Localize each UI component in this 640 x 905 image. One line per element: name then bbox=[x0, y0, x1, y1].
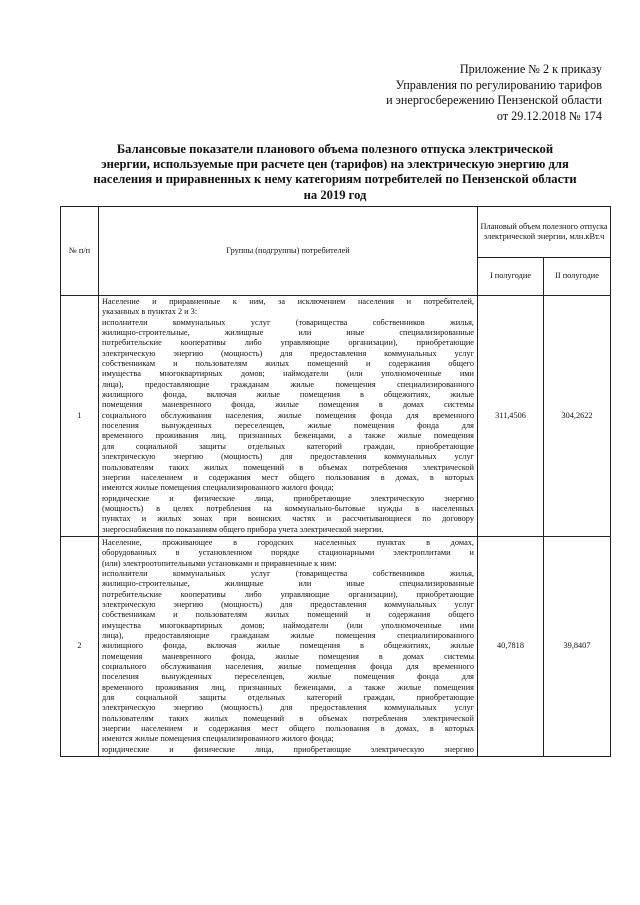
text-line: жилищного фонда, включая жилые помещения в общежитиях, жилые bbox=[102, 390, 474, 400]
header-number: № п/п bbox=[61, 207, 99, 296]
text-line: собственникам и пользователям жилых помещений и содержания общего bbox=[102, 610, 474, 620]
text-line: социального обслуживания населения, жилые помещения фонда для временного bbox=[102, 410, 474, 420]
text-line: имущества многоквартирных домов; наймодатели (или уполномоченные ими bbox=[102, 620, 474, 630]
text-line: помещения маневренного фонда, жилые помещения в домах системы bbox=[102, 400, 474, 410]
text-line: потребительские кооперативы либо управляющие организации), приобретающие bbox=[102, 589, 474, 599]
text-line: жилищно-строительные, жилищные или иные специализированные bbox=[102, 579, 474, 589]
text-line: юридические и физические лица, приобретающие электрическую энергию bbox=[102, 493, 474, 503]
title-line: на 2019 год bbox=[303, 187, 367, 202]
text-line: энергоснабжения по показаниям общего прибора учета электрической энергии. bbox=[102, 524, 384, 534]
row-value-half-2: 39,8407 bbox=[544, 536, 611, 756]
title-line: населения и приравненных к нему категориям потребителей по Пензенской области bbox=[93, 172, 577, 187]
text-line: (мощность) в целях потребления на коммунально-бытовые нужды в населенных bbox=[102, 503, 474, 513]
row-number: 1 bbox=[61, 296, 99, 537]
appendix-line: и энергосбережению Пензенской области bbox=[386, 93, 602, 108]
text-line: потребительские кооперативы либо управляющие организации), приобретающие bbox=[102, 338, 474, 348]
text-line: электрическую энергию (мощность) для предоставления коммунальных услуг bbox=[102, 599, 474, 609]
text-line: оборудованных в установленном порядке стационарными электроплитами и bbox=[102, 548, 474, 558]
table-row bbox=[61, 296, 611, 537]
appendix-line: Приложение № 2 к приказу bbox=[459, 62, 602, 76]
table-header-row bbox=[61, 207, 611, 258]
balance-table bbox=[60, 206, 611, 757]
text-line: (или) электроотопительными установками и приравненные к ним: bbox=[102, 558, 337, 568]
text-line: социального обслуживания населения, жилые помещения фонда для временного bbox=[102, 662, 474, 672]
text-line: пользователям таких жилых помещений в объемах потребления электрической bbox=[102, 713, 474, 723]
text-line: исполнители коммунальных услуг (товарищества собственников жилья, bbox=[102, 568, 474, 578]
header-half-1: I полугодие bbox=[478, 258, 544, 296]
text-line: временного проживания лиц, признанных беженцами, а также жилые помещения bbox=[102, 431, 474, 441]
text-line: собственникам и пользователям жилых помещений и содержания общего bbox=[102, 359, 474, 369]
text-line: поселения вынужденных переселенцев, жилые помещения фонда для bbox=[102, 672, 474, 682]
row-value-half-1: 311,4506 bbox=[478, 296, 544, 537]
row-group-text bbox=[99, 296, 478, 537]
text-line: временного проживания лиц, признанных беженцами, а также жилые помещения bbox=[102, 682, 474, 692]
text-line: Население и приравненные к ним, за исключением населения и потребителей, bbox=[102, 297, 474, 306]
row-group-text bbox=[99, 536, 478, 756]
appendix-line: Управления по регулированию тарифов bbox=[395, 77, 602, 92]
text-line: энергии населением и содержания мест общего пользования в домах, в которых bbox=[102, 724, 474, 734]
text-line: для социальной защиты отдельных категорий граждан, приобретающие bbox=[102, 693, 474, 703]
text-line: указанных в пунктах 2 и 3: bbox=[102, 307, 198, 317]
text-line: жилищно-строительные, жилищные или иные специализированные bbox=[102, 328, 474, 338]
text-line: электрическую энергию (мощность) для предоставления коммунальных услуг bbox=[102, 452, 474, 462]
row-number: 2 bbox=[61, 536, 99, 756]
appendix-header bbox=[272, 62, 602, 124]
document-title bbox=[60, 142, 610, 203]
text-line: пользователям таких жилых помещений в объемах потребления электрической bbox=[102, 462, 474, 472]
text-line: помещения маневренного фонда, жилые помещения в домах системы bbox=[102, 651, 474, 661]
text-line: исполнители коммунальных услуг (товарищества собственников жилья, bbox=[102, 317, 474, 327]
title-line: энергии, используемые при расчете цен (тарифов) на электрическую энергию для bbox=[101, 157, 569, 172]
text-line: имеются жилые помещения специализированного жилого фонда; bbox=[102, 483, 334, 493]
text-line: юридические и физические лица, приобретающие электрическую энергию bbox=[102, 744, 474, 754]
header-group: Группы (подгруппы) потребителей bbox=[99, 207, 478, 296]
text-line: пунктах и жилых зонах при воинских частях и рассчитывающиеся по договору bbox=[102, 514, 474, 524]
text-line: имеются жилые помещения специализированного жилого фонда; bbox=[102, 734, 334, 744]
text-line: жилищного фонда, включая жилые помещения в общежитиях, жилые bbox=[102, 641, 474, 651]
text-line: электрическую энергию (мощность) для предоставления коммунальных услуг bbox=[102, 348, 474, 358]
appendix-line: от 29.12.2018 № 174 bbox=[496, 108, 602, 123]
text-line: Население, проживающее в городских населенных пунктах в домах, bbox=[102, 537, 474, 547]
header-volume: Плановый объем полезного отпуска электрической энергии, млн.кВт.ч bbox=[478, 207, 611, 258]
text-line: поселения вынужденных переселенцев, жилые помещения фонда для bbox=[102, 421, 474, 431]
table-row bbox=[61, 536, 611, 756]
text-line: для социальной защиты отдельных категорий граждан, приобретающие bbox=[102, 441, 474, 451]
row-value-half-2: 304,2622 bbox=[544, 296, 611, 537]
text-line: имущества многоквартирных домов; наймодатели (или уполномоченные ими bbox=[102, 369, 474, 379]
row-value-half-1: 40,7818 bbox=[478, 536, 544, 756]
header-half-2: II полугодие bbox=[544, 258, 611, 296]
text-line: энергии населением и содержания мест общего пользования в домах, в которых bbox=[102, 472, 474, 482]
text-line: лица), предоставляющие гражданам жилые помещения специализированного bbox=[102, 379, 474, 389]
title-line: Балансовые показатели планового объема полезного отпуска электрической bbox=[116, 142, 554, 156]
text-line: лица), предоставляющие гражданам жилые помещения специализированного bbox=[102, 631, 474, 640]
text-line: электрическую энергию (мощность) для предоставления коммунальных услуг bbox=[102, 703, 474, 713]
